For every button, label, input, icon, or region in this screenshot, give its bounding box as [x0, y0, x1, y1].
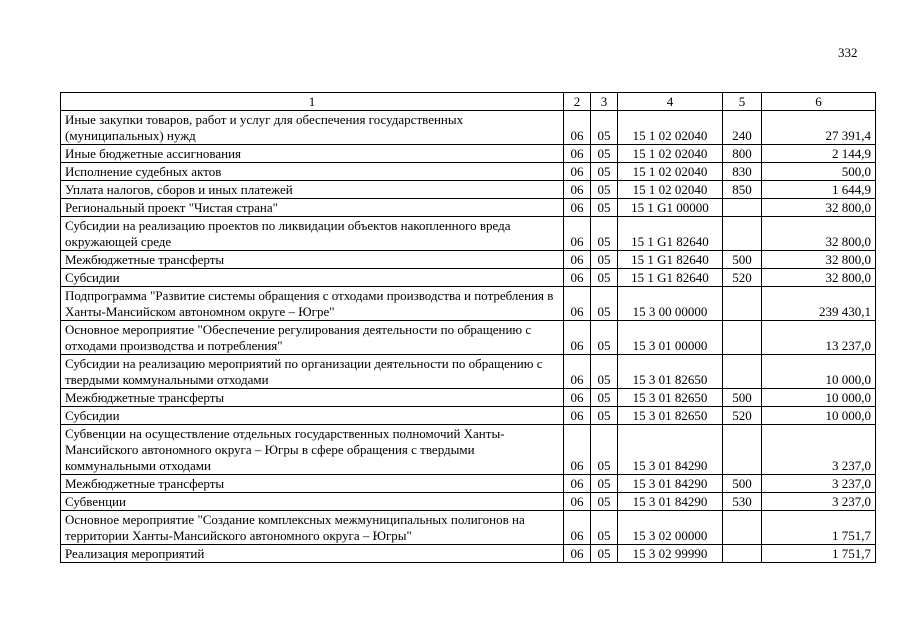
column-header: 2	[564, 93, 591, 111]
row-name-cell: Подпрограмма "Развитие системы обращения с отходами производства и потребления в Ханты-Мансийском автономном округе – Югре"	[61, 287, 564, 321]
subsection-cell: 05	[591, 475, 618, 493]
target-article-cell: 15 3 02 99990	[618, 545, 723, 563]
expense-type-cell: 500	[723, 475, 762, 493]
target-article-cell: 15 3 00 00000	[618, 287, 723, 321]
table-row	[61, 269, 876, 287]
amount-cell: 3 237,0	[762, 493, 876, 511]
row-name-cell: Субвенции	[61, 493, 564, 511]
target-article-cell: 15 1 02 02040	[618, 111, 723, 145]
column-header: 3	[591, 93, 618, 111]
column-header: 5	[723, 93, 762, 111]
row-name-cell: Иные закупки товаров, работ и услуг для обеспечения государственных (муниципальных) нужд	[61, 111, 564, 145]
row-name-cell: Региональный проект "Чистая страна"	[61, 199, 564, 217]
row-name-cell: Субсидии на реализацию проектов по ликвидации объектов накопленного вреда окружающей среде	[61, 217, 564, 251]
row-name-cell: Иные бюджетные ассигнования	[61, 145, 564, 163]
expense-type-cell: 520	[723, 407, 762, 425]
row-name-cell: Субсидии	[61, 269, 564, 287]
target-article-cell: 15 3 01 84290	[618, 475, 723, 493]
table-body	[61, 111, 876, 563]
target-article-cell: 15 3 01 00000	[618, 321, 723, 355]
target-article-cell: 15 1 G1 82640	[618, 251, 723, 269]
table-row	[61, 425, 876, 475]
section-cell: 06	[564, 217, 591, 251]
amount-cell: 1 751,7	[762, 545, 876, 563]
target-article-cell: 15 1 02 02040	[618, 163, 723, 181]
amount-cell: 10 000,0	[762, 389, 876, 407]
header-row	[61, 93, 876, 111]
expense-type-cell	[723, 425, 762, 475]
row-name-cell: Межбюджетные трансферты	[61, 251, 564, 269]
expense-type-cell: 500	[723, 389, 762, 407]
expense-type-cell	[723, 321, 762, 355]
subsection-cell: 05	[591, 511, 618, 545]
table-row	[61, 389, 876, 407]
row-name-cell: Исполнение судебных актов	[61, 163, 564, 181]
amount-cell: 32 800,0	[762, 217, 876, 251]
expense-type-cell: 800	[723, 145, 762, 163]
subsection-cell: 05	[591, 389, 618, 407]
target-article-cell: 15 1 G1 82640	[618, 269, 723, 287]
table-row	[61, 545, 876, 563]
target-article-cell: 15 3 01 82650	[618, 407, 723, 425]
section-cell: 06	[564, 145, 591, 163]
row-name-cell: Реализация мероприятий	[61, 545, 564, 563]
subsection-cell: 05	[591, 251, 618, 269]
expense-type-cell: 830	[723, 163, 762, 181]
row-name-cell: Субвенции на осуществление отдельных государственных полномочий Ханты-Мансийского автономного округа – Югры в сфере обращения с твердыми коммунальными отходами	[61, 425, 564, 475]
amount-cell: 2 144,9	[762, 145, 876, 163]
amount-cell: 13 237,0	[762, 321, 876, 355]
expense-type-cell	[723, 287, 762, 321]
target-article-cell: 15 3 01 82650	[618, 355, 723, 389]
target-article-cell: 15 1 G1 82640	[618, 217, 723, 251]
section-cell: 06	[564, 111, 591, 145]
target-article-cell: 15 3 02 00000	[618, 511, 723, 545]
table-row	[61, 407, 876, 425]
section-cell: 06	[564, 321, 591, 355]
target-article-cell: 15 1 G1 00000	[618, 199, 723, 217]
amount-cell: 32 800,0	[762, 251, 876, 269]
section-cell: 06	[564, 199, 591, 217]
section-cell: 06	[564, 475, 591, 493]
section-cell: 06	[564, 511, 591, 545]
table-row	[61, 321, 876, 355]
expense-type-cell	[723, 199, 762, 217]
row-name-cell: Уплата налогов, сборов и иных платежей	[61, 181, 564, 199]
subsection-cell: 05	[591, 163, 618, 181]
table-row	[61, 511, 876, 545]
section-cell: 06	[564, 425, 591, 475]
target-article-cell: 15 3 01 82650	[618, 389, 723, 407]
table-row	[61, 163, 876, 181]
amount-cell: 500,0	[762, 163, 876, 181]
table-row	[61, 287, 876, 321]
row-name-cell: Основное мероприятие "Обеспечение регулирования деятельности по обращению с отходами производства и потребления"	[61, 321, 564, 355]
table-row	[61, 475, 876, 493]
column-header: 6	[762, 93, 876, 111]
target-article-cell: 15 1 02 02040	[618, 145, 723, 163]
expense-type-cell: 850	[723, 181, 762, 199]
row-name-cell: Межбюджетные трансферты	[61, 475, 564, 493]
expense-type-cell: 500	[723, 251, 762, 269]
table-row	[61, 217, 876, 251]
section-cell: 06	[564, 269, 591, 287]
row-name-cell: Основное мероприятие "Создание комплексных межмуниципальных полигонов на территории Ханты-Мансийского автономного округа – Югры"	[61, 511, 564, 545]
subsection-cell: 05	[591, 111, 618, 145]
table-row	[61, 251, 876, 269]
section-cell: 06	[564, 287, 591, 321]
column-header: 4	[618, 93, 723, 111]
table-row	[61, 111, 876, 145]
amount-cell: 1 751,7	[762, 511, 876, 545]
subsection-cell: 05	[591, 145, 618, 163]
amount-cell: 10 000,0	[762, 355, 876, 389]
amount-cell: 32 800,0	[762, 269, 876, 287]
expense-type-cell	[723, 511, 762, 545]
row-name-cell: Субсидии	[61, 407, 564, 425]
subsection-cell: 05	[591, 269, 618, 287]
expense-type-cell: 520	[723, 269, 762, 287]
expense-type-cell	[723, 217, 762, 251]
section-cell: 06	[564, 407, 591, 425]
amount-cell: 239 430,1	[762, 287, 876, 321]
table-row	[61, 355, 876, 389]
target-article-cell: 15 3 01 84290	[618, 425, 723, 475]
amount-cell: 10 000,0	[762, 407, 876, 425]
section-cell: 06	[564, 493, 591, 511]
target-article-cell: 15 3 01 84290	[618, 493, 723, 511]
expense-type-cell: 240	[723, 111, 762, 145]
section-cell: 06	[564, 163, 591, 181]
amount-cell: 32 800,0	[762, 199, 876, 217]
table-row	[61, 199, 876, 217]
subsection-cell: 05	[591, 181, 618, 199]
table-row	[61, 145, 876, 163]
table-row	[61, 181, 876, 199]
amount-cell: 3 237,0	[762, 425, 876, 475]
table-row	[61, 493, 876, 511]
section-cell: 06	[564, 355, 591, 389]
subsection-cell: 05	[591, 199, 618, 217]
row-name-cell: Межбюджетные трансферты	[61, 389, 564, 407]
subsection-cell: 05	[591, 287, 618, 321]
amount-cell: 3 237,0	[762, 475, 876, 493]
amount-cell: 27 391,4	[762, 111, 876, 145]
page-number: 332	[838, 45, 858, 60]
amount-cell: 1 644,9	[762, 181, 876, 199]
row-name-cell: Субсидии на реализацию мероприятий по организации деятельности по обращению с твердыми коммунальными отходами	[61, 355, 564, 389]
expense-type-cell: 530	[723, 493, 762, 511]
budget-table	[60, 92, 876, 563]
subsection-cell: 05	[591, 425, 618, 475]
subsection-cell: 05	[591, 321, 618, 355]
target-article-cell: 15 1 02 02040	[618, 181, 723, 199]
section-cell: 06	[564, 389, 591, 407]
section-cell: 06	[564, 545, 591, 563]
expense-type-cell	[723, 545, 762, 563]
section-cell: 06	[564, 181, 591, 199]
column-header: 1	[61, 93, 564, 111]
subsection-cell: 05	[591, 545, 618, 563]
subsection-cell: 05	[591, 493, 618, 511]
subsection-cell: 05	[591, 217, 618, 251]
subsection-cell: 05	[591, 355, 618, 389]
subsection-cell: 05	[591, 407, 618, 425]
section-cell: 06	[564, 251, 591, 269]
expense-type-cell	[723, 355, 762, 389]
